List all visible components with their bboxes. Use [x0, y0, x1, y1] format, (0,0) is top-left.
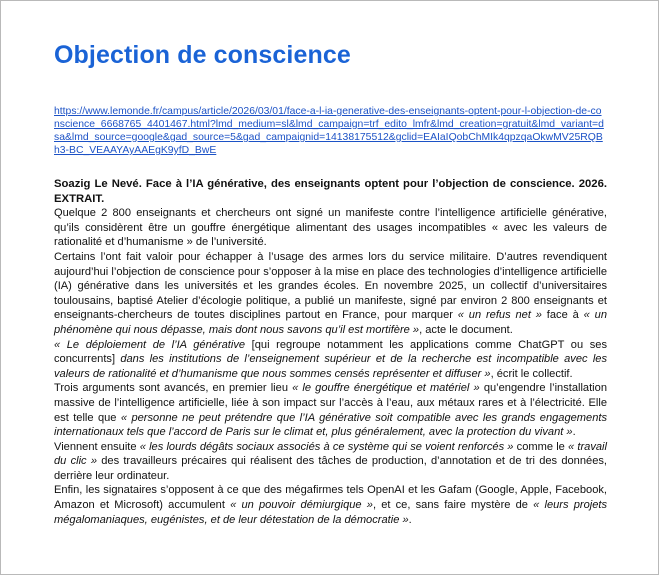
text-run: . [408, 513, 412, 526]
paragraph-4 [54, 381, 607, 439]
text-run: qu’engendre l’installation massive de l’intelligence artificielle, liée à son impact sur l’accès à l’eau, aux métaux rares et à l’électricité. Elle est telle que [54, 382, 607, 424]
text-run: face à [541, 309, 584, 322]
text-run: , écrit le collectif. [490, 367, 573, 380]
quote: « personne ne peut prétendre que l’IA générative soit compatible avec les grands engagements internationaux tels que l’accord de Paris sur le climat et, plus généralement, avec la protection du vivant » [54, 411, 608, 439]
paragraph-5 [54, 440, 607, 484]
paragraph-6 [54, 483, 607, 527]
text-run: comme le [513, 440, 569, 453]
text-run: Trois arguments sont avancés, en premier lieu [54, 382, 293, 395]
quote: « Le déploiement de l’IA générative [54, 338, 246, 351]
quote: « un refus net » [457, 309, 542, 322]
paragraph-1: Quelque 2 800 enseignants et chercheurs ont signé un manifeste contre l’intelligence artificielle générative, qu’ils considèrent être un gouffre énergétique alimentant des usages incompatibles « avec les valeurs de rationalité et d’humanisme » de l’université. [54, 207, 607, 249]
quote: « le gouffre énergétique et matériel » [292, 382, 480, 395]
quote: « un pouvoir démiurgique » [230, 499, 373, 512]
page-title: Objection de conscience [54, 41, 351, 69]
paragraph-3 [54, 338, 607, 382]
text-run: [qui regroupe notamment les applications comme ChatGPT ou ses concurrents] [54, 338, 607, 366]
text-run: Enfin, les signataires s’opposent à ce que des mégafirmes tels OpenAI et les Gafam (Google, Apple, Facebook, Amazon et Microsoft) accumulent [54, 484, 607, 512]
text-run: , acte le document. [419, 323, 513, 336]
quote: « travail du clic » [54, 440, 607, 468]
text-run: . [572, 426, 576, 439]
quote: « leurs projets mégalomaniaques, eugénistes, et de leur détestation de la démocratie » [54, 499, 608, 526]
text-run: , et ce, sans faire mystère de [372, 499, 534, 512]
article-body [54, 177, 607, 527]
text-run: des travailleurs précaires qui réalisent des tâches de production, d’annotation et de tri des données, derrière leur ordinateur. [54, 455, 607, 482]
paragraph-2 [54, 250, 607, 338]
article-heading: Soazig Le Nevé. Face à l’IA générative, des enseignants optent pour l’objection de conscience. 2026. EXTRAIT. [54, 178, 607, 205]
quote: « un phénomène qui nous dépasse, mais dont nous savons qu’il est mortifère » [54, 309, 607, 336]
text-run: Certains l’ont fait valoir pour échapper à l’usage des armes lors du service militaire. D’autres revendiquent aujourd’hui l’objection de conscience pour s’opposer à la mise en place des technologies d’intelligence artificielle (IA) générative dans les universités et les grandes écoles. En novembre 2025, un collectif d’universitaires toulousains, baptisé Atelier d’écologie politique, a publié un manifeste, signé par environ 2 800 enseignants et enseignants-chercheurs de toutes disciplines partout en France, pour marquer [54, 250, 607, 322]
text-run: Viennent ensuite [54, 440, 140, 453]
quote: « les lourds dégâts sociaux associés à ce système qui se voient renforcés » [139, 440, 514, 453]
source-url-link[interactable]: https://www.lemonde.fr/campus/article/2026/03/01/face-a-l-ia-generative-des-enseignants-optent-pour-l-objection-de-conscience_6668765_4401467.html?lmd_medium=sl&lmd_campaign=trf_edito_lmfr&lmd_creation=gratuit&lmd_variant=dsa&lmd_source=google&gad_source=5&gad_campaignid=14138175512&gclid=EAIaIQobChMIk4qpzqaOkwMV25RQBh3-BC_VEAAYAyAAEgK9yfD_BwE [54, 106, 604, 156]
quote: dans les institutions de l’enseignement supérieur et de la recherche est incompatible avec les valeurs de rationalité et d’humanisme que nous sommes censés représenter et diffuser » [54, 353, 608, 380]
